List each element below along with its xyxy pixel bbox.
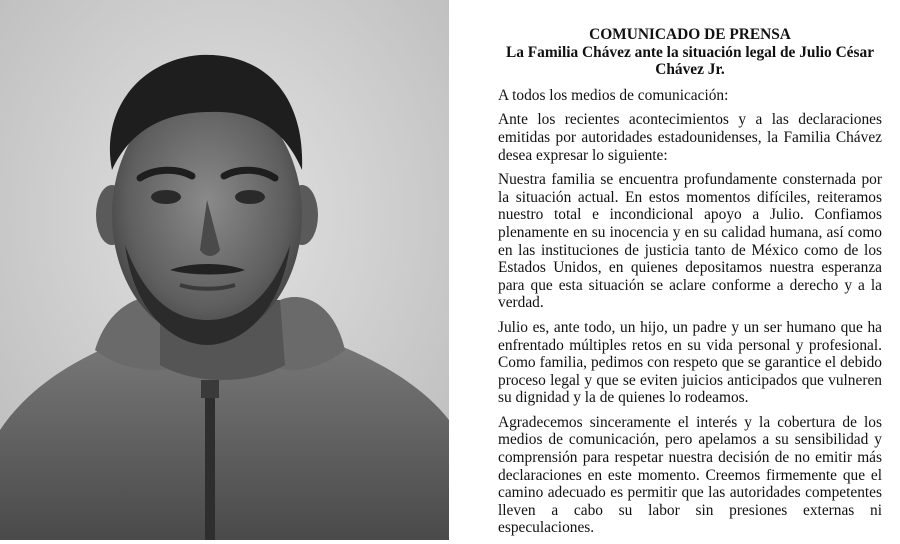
page-title: COMUNICADO DE PRENSA bbox=[589, 26, 791, 43]
paragraph-1: Ante los recientes acontecimientos y a las declaraciones emitidas por autoridades estadounidenses, la Familia Chávez desea expresar lo siguiente: bbox=[498, 111, 882, 164]
paragraph-4: Agradecemos sinceramente el interés y la cobertura de los medios de comunicación, pero apelamos a su sensibilidad y comprensión para respetar nuestra decisión de no emitir más declaraciones en este momento. Creemos firmemente que el camino adecuado es permitir que las autoridades competentes lleven a cabo su labor sin presiones externas ni especulaciones. bbox=[498, 413, 882, 537]
paragraph-3: Julio es, ante todo, un hijo, un padre y un ser humano que ha enfrentado múltiples retos en su vida personal y profesional. Como familia, pedimos con respeto que se garantice el debido proceso legal y que se eviten juicios anticipados que vulneren su dignidad y la de quienes lo rodeamos. bbox=[498, 318, 882, 407]
press-release bbox=[498, 26, 882, 544]
salutation: A todos los medios de comunicación: bbox=[498, 86, 729, 104]
mugshot-photo bbox=[0, 0, 449, 540]
page-subtitle: La Familia Chávez ante la situación legal de Julio César Chávez Jr. bbox=[505, 43, 875, 79]
paragraph-2: Nuestra familia se encuentra profundamente consternada por la situación actual. En estos momentos difíciles, reiteramos nuestro total e incondicional apoyo a Julio. Confiamos plenamente en su inocencia y en su calidad humana, así como en las instituciones de justicia tanto de México como de los Estados Unidos, en quienes depositamos nuestra esperanza para que esta situación se aclare conforme a derecho y a la verdad. bbox=[498, 171, 882, 312]
column-divider bbox=[449, 0, 457, 540]
portrait-illustration bbox=[0, 0, 449, 540]
